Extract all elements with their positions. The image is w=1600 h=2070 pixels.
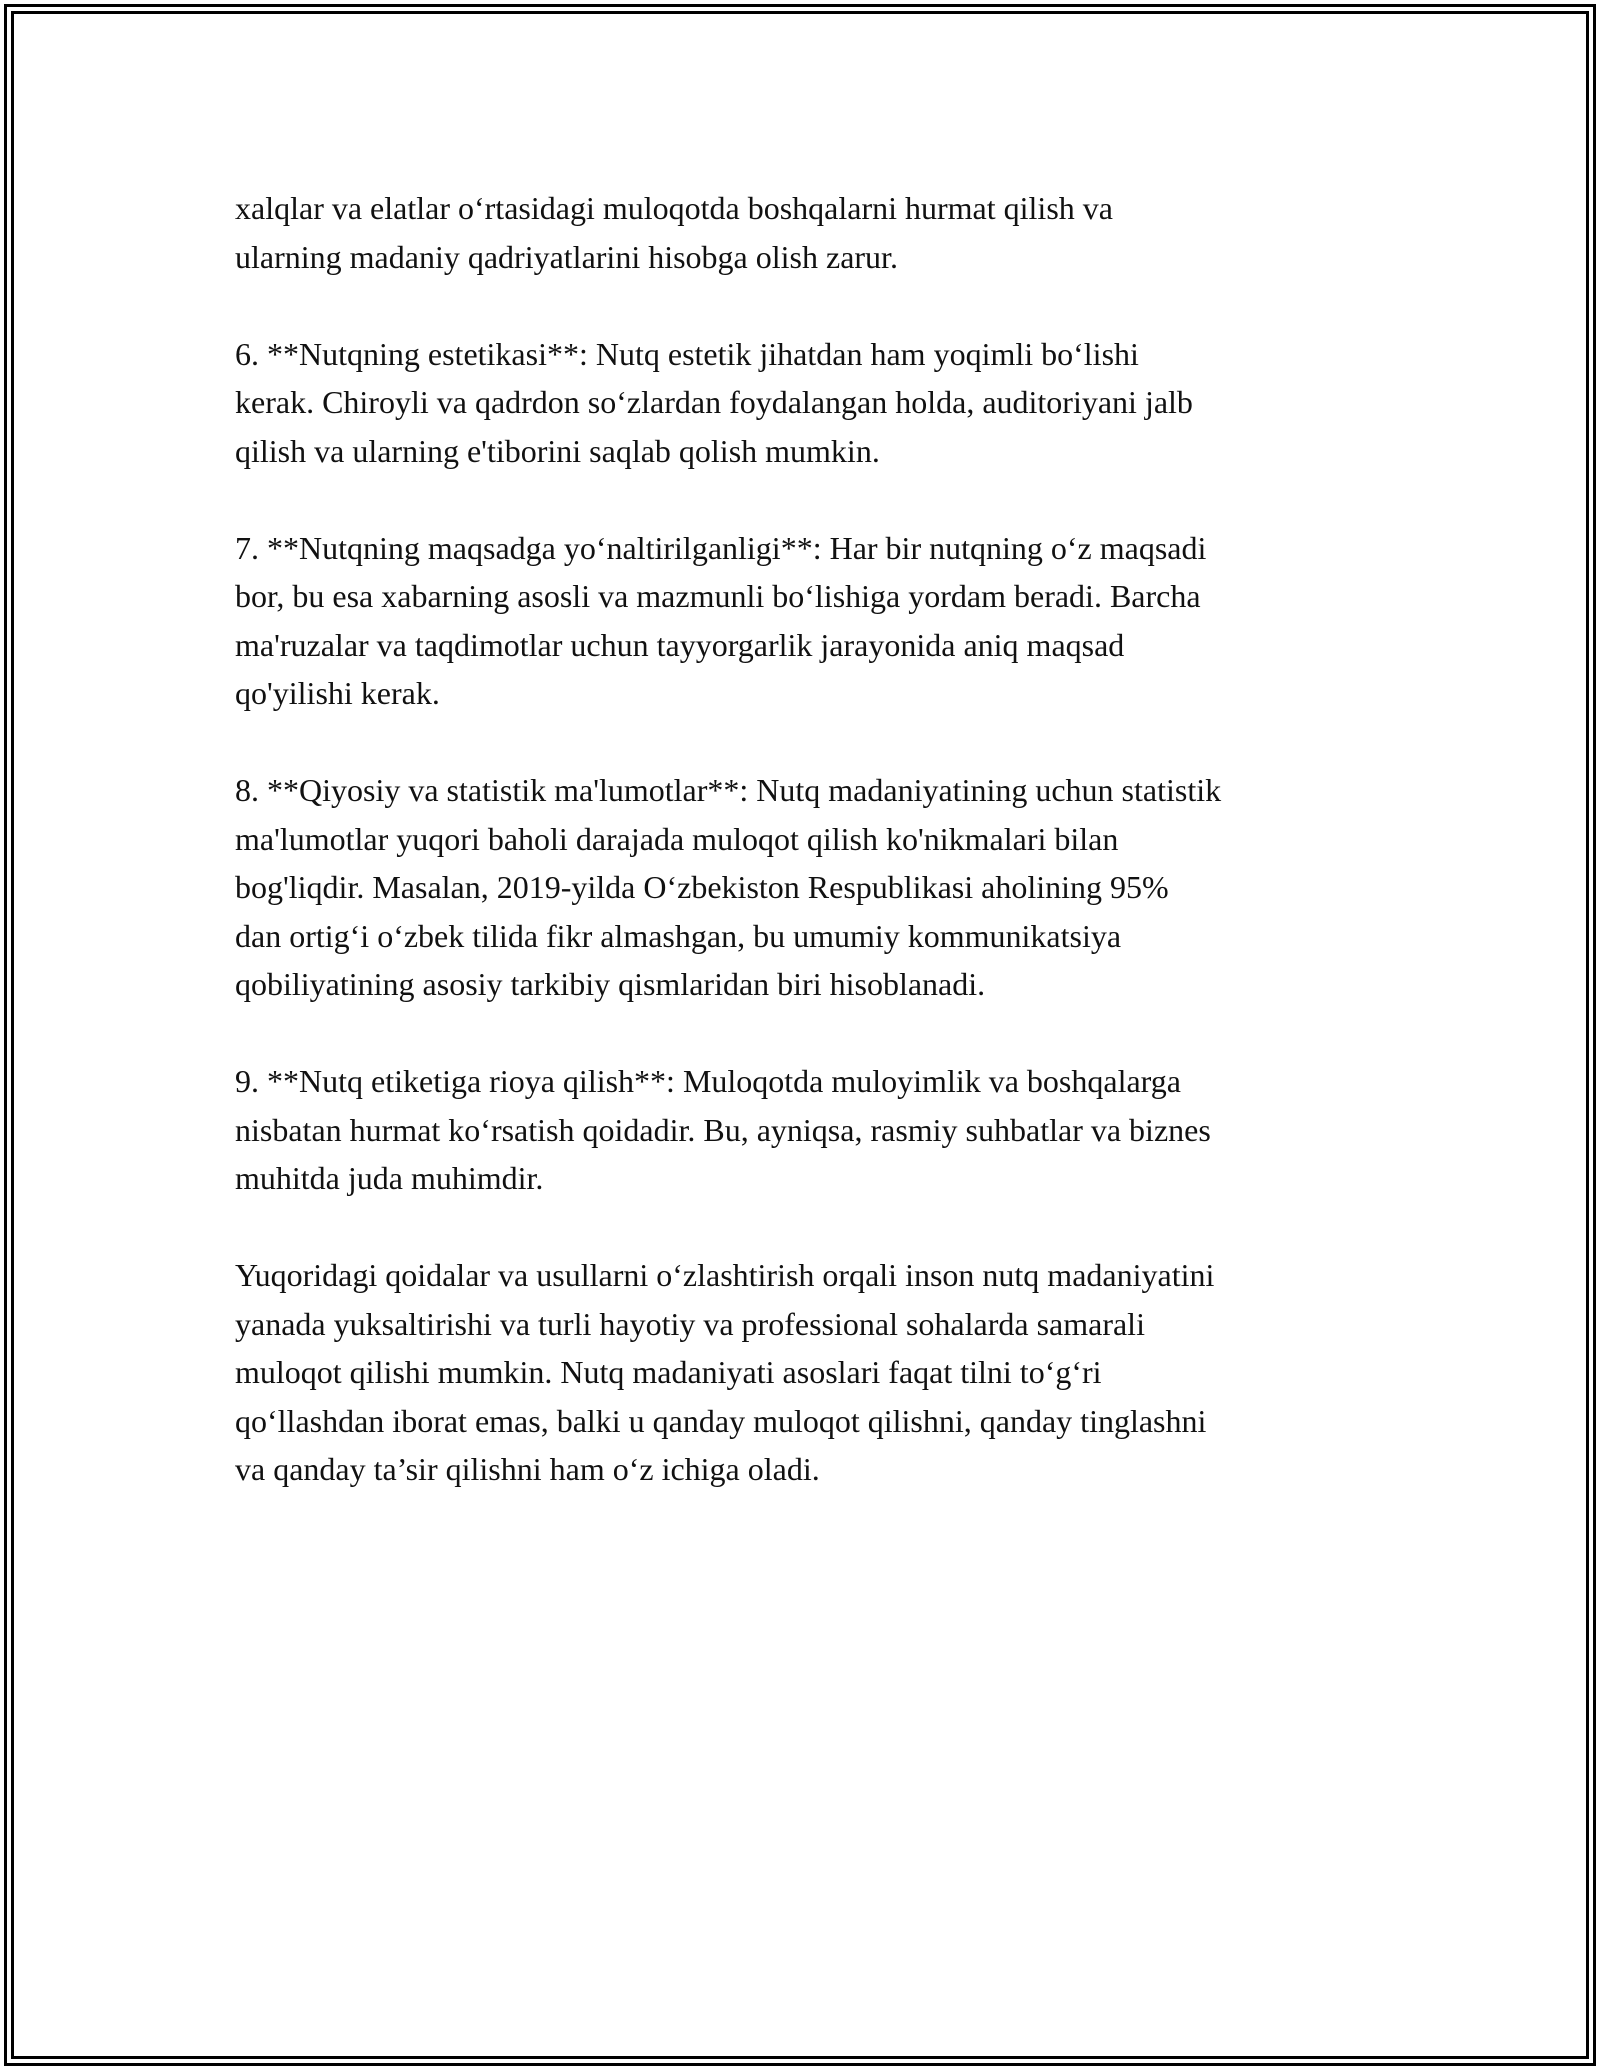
paragraph-conclusion: Yuqoridagi qoidalar va usullarni o‘zlashtirish orqali inson nutq madaniyatini yanada yuksaltirishi va turli hayotiy va professional sohalarda samarali muloqot qilishi mumkin. Nutq madaniyati asoslari faqat tilni to‘g‘ri qo‘llashdan iborat emas, balki u qanday muloqot qilishni, qanday tinglashni va qanday ta’sir qilishni ham o‘z ichiga oladi.	[235, 1257, 1215, 1487]
paragraph-item-8: 8. **Qiyosiy va statistik ma'lumotlar**: Nutq madaniyatining uchun statistik ma'lumotlar yuqori baholi darajada muloqot qilish ko'nikmalari bilan bog'liqdir. Masalan, 2019-yilda O‘zbekiston Respublikasi aholining 95% dan ortig‘i o‘zbek tilida fikr almashgan, bu umumiy kommunikatsiya qobiliyatining asosiy tarkibiy qismlaridan biri hisoblanadi.	[235, 772, 1222, 1002]
document-body	[235, 184, 1375, 1542]
paragraph-item-9: 9. **Nutq etiketiga rioya qilish**: Muloqotda muloyimlik va boshqalarga nisbatan hurmat ko‘rsatish qoidadir. Bu, ayniqsa, rasmiy suhbatlar va biznes muhitda juda muhimdir.	[235, 1063, 1211, 1196]
paragraph-item-7: 7. **Nutqning maqsadga yo‘naltirilganligi**: Har bir nutqning o‘z maqsadi bor, bu esa xabarning asosli va mazmunli bo‘lishiga yordam beradi. Barcha ma'ruzalar va taqdimotlar uchun tayyorgarlik jarayonida aniq maqsad qo'yilishi kerak.	[235, 529, 1207, 711]
paragraph-intro-continuation: xalqlar va elatlar o‘rtasidagi muloqotda boshqalarni hurmat qilish va ularning madaniy qadriyatlarini hisobga olish zarur.	[235, 190, 1113, 275]
paragraph-item-6: 6. **Nutqning estetikasi**: Nutq estetik jihatdan ham yoqimli bo‘lishi kerak. Chiroyli va qadrdon so‘zlardan foydalangan holda, auditoriyani jalb qilish va ularning e'tiborini saqlab qolish mumkin.	[235, 335, 1193, 469]
